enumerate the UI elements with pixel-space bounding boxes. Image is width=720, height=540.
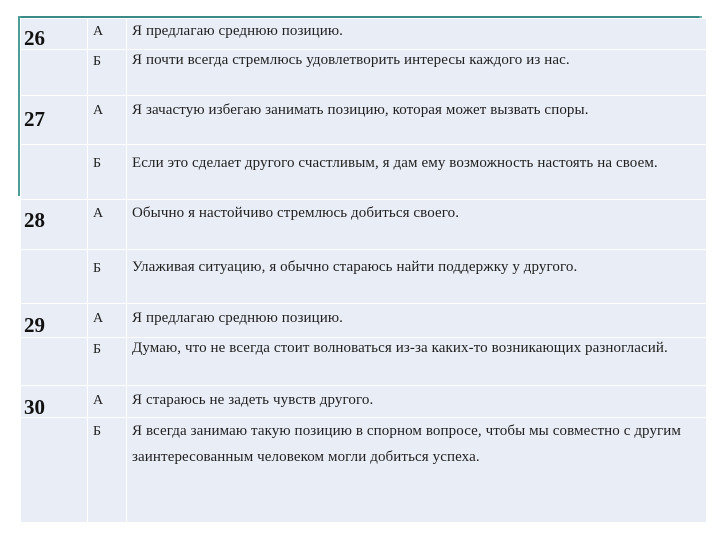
questionnaire-table <box>20 18 706 522</box>
option-b-text: Я всегда занимаю такую позицию в спорном вопросе, чтобы мы совместно с другим <box>132 423 682 439</box>
option-b-text: Думаю, что не всегда стоит волноваться из-за каких-то возникающих разногласий. <box>132 340 668 356</box>
row-divider <box>21 144 706 145</box>
option-b-text-continued: заинтересованным человеком могли добиться успеха. <box>132 449 480 465</box>
option-letter-a: А <box>93 311 104 326</box>
row-divider <box>21 249 706 250</box>
row-divider <box>21 199 706 200</box>
row-divider <box>21 337 706 338</box>
option-a-text: Я стараюсь не задеть чувств другого. <box>132 392 374 408</box>
option-a-text: Я предлагаю среднюю позицию. <box>132 23 344 39</box>
question-number: 26 <box>24 26 45 50</box>
option-letter-b: Б <box>93 54 102 69</box>
option-letter-a: А <box>93 206 104 221</box>
option-letter-b: Б <box>93 424 102 439</box>
question-number: 30 <box>24 395 45 419</box>
question-number: 29 <box>24 313 45 337</box>
option-a-text: Я зачастую избегаю занимать позицию, которая может вызвать споры. <box>132 102 589 118</box>
option-b-text: Если это сделает другого счастливым, я дам ему возможность настоять на своем. <box>132 155 658 171</box>
option-a-text: Я предлагаю среднюю позицию. <box>132 310 344 326</box>
row-divider <box>21 95 706 96</box>
option-letter-a: А <box>93 393 104 408</box>
row-divider <box>21 385 706 386</box>
question-number: 28 <box>24 208 45 232</box>
option-letter-b: Б <box>93 342 102 357</box>
option-letter-a: А <box>93 103 104 118</box>
row-divider <box>21 49 706 50</box>
option-letter-a: А <box>93 24 104 39</box>
option-b-text: Улаживая ситуацию, я обычно стараюсь найти поддержку у другого. <box>132 259 578 275</box>
option-a-text: Обычно я настойчиво стремлюсь добиться своего. <box>132 205 460 221</box>
option-b-text: Я почти всегда стремлюсь удовлетворить интересы каждого из нас. <box>132 52 570 68</box>
option-letter-b: Б <box>93 261 102 276</box>
question-number: 27 <box>24 107 45 131</box>
row-divider <box>21 417 706 418</box>
option-letter-b: Б <box>93 156 102 171</box>
row-divider <box>21 303 706 304</box>
